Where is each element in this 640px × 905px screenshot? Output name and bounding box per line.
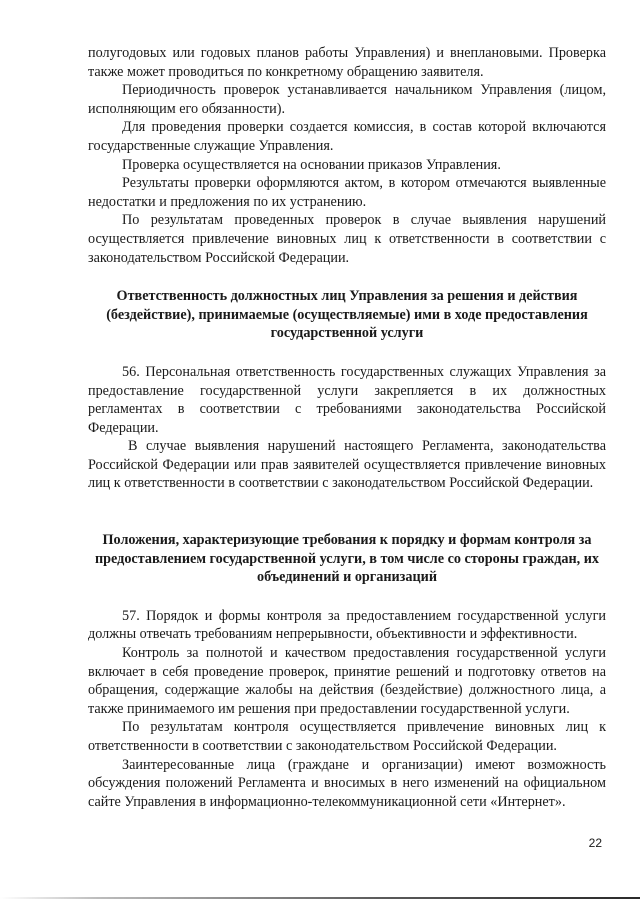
spacer xyxy=(88,587,606,607)
section-heading-responsibility: Ответственность должностных лиц Управления за решения и действия (бездействие), принимаемые (осуществляемые) ими в ходе предоставления государственной услуги xyxy=(106,288,588,342)
intro-paragraph-3: Для проведения проверки создается комиссия, в состав которой включаются государственные служащие Управления. xyxy=(88,119,606,154)
section2-paragraph-4: Заинтересованные лица (граждане и организации) имеют возможность обсуждения положений Регламента и вносимых в него изменений на официальном сайте Управления в информационно-телекоммуникационной сети «Интернет». xyxy=(88,756,606,810)
spacer xyxy=(88,267,606,287)
intro-paragraph-4: Проверка осуществляется на основании приказов Управления. xyxy=(122,156,501,173)
spacer xyxy=(88,343,606,363)
spacer xyxy=(88,493,606,531)
page-number: 22 xyxy=(588,836,602,850)
intro-paragraph-2: Периодичность проверок устанавливается начальником Управления (лицом, исполняющим его обязанности). xyxy=(88,82,606,117)
intro-paragraph-6: По результатам проведенных проверок в случае выявления нарушений осуществляется привлечение виновных лиц к ответственности в соответствии с законодательством Российской Федерации. xyxy=(88,212,606,266)
section-heading-control: Положения, характеризующие требования к порядку и формам контроля за предоставлением государственной услуги, в том числе со стороны граждан, их объединений и организаций xyxy=(94,532,600,586)
section2-paragraph-1: 57. Порядок и формы контроля за предоставлением государственной услуги должны отвечать требованиям непрерывности, объективности и эффективности. xyxy=(88,607,606,643)
section2-paragraph-3: По результатам контроля осуществляется привлечение виновных лиц к ответственности в соответствии с законодательством Российской Федерации. xyxy=(88,719,606,754)
document-page xyxy=(88,44,606,811)
section1-paragraph-2: В случае выявления нарушений настоящего Регламента, законодательства Российской Федерации или прав заявителей осуществляется привлечение виновных лиц к ответственности в соответствии с законодательством Российской Федерации. xyxy=(88,438,606,492)
bottom-scan-edge xyxy=(0,897,640,899)
section2-paragraph-2: Контроль за полнотой и качеством предоставления государственной услуги включает в себя проведение проверок, принятие решений и подготовку ответов на обращения, содержащие жалобы на действия (бездействие) должностного лица, а также принимаемого им решения при предоставлении государственной услуги. xyxy=(88,645,606,717)
section1-paragraph-1: 56. Персональная ответственность государственных служащих Управления за предоставление государственной услуги закрепляется в их должностных регламентах в соответствии с требованиями законодательства Российской Федерации. xyxy=(88,363,606,436)
intro-paragraph-5: Результаты проверки оформляются актом, в котором отмечаются выявленные недостатки и предложения по их устранению. xyxy=(88,175,606,210)
intro-paragraph-1: полугодовых или годовых планов работы Управления) и внеплановыми. Проверка также может проводиться по конкретному обращению заявителя. xyxy=(88,45,606,80)
